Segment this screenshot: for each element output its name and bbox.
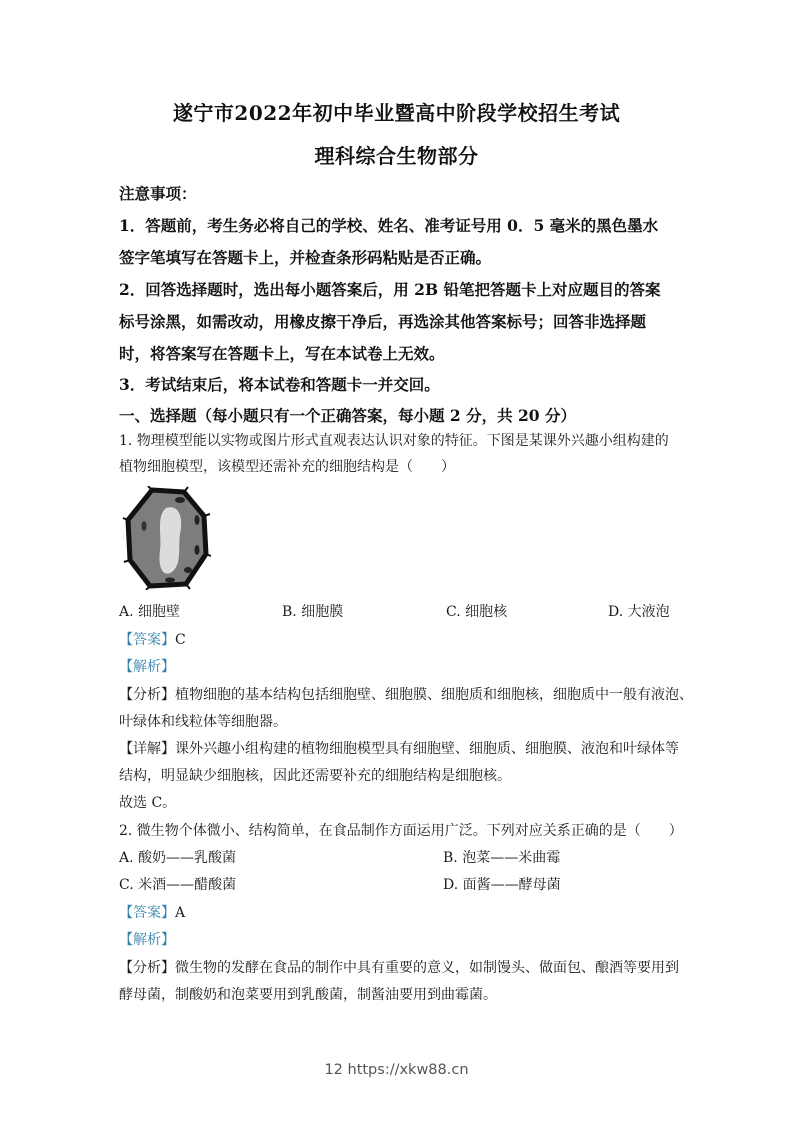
notice-line: 3．考试结束后，将本试卷和答题卡一并交回。 [119,375,440,394]
question-2-analysis-tag: 【解析】 [119,932,175,948]
analysis-label: 【分析】 [119,960,175,976]
notice-heading: 注意事项： [119,184,197,203]
question-1-conclusion: 故选 C。 [119,795,177,811]
question-2-analysis-line: 酵母菌，制酸奶和泡菜要用到乳酸菌，制酱油要用到曲霉菌。 [119,987,497,1003]
answer-value: C [175,632,186,648]
question-2-option-b: B. 泡菜——米曲霉 [443,850,561,866]
question-1-stem: 1. 物理模型能以实物或图片形式直观表达认识对象的特征。下图是某课外兴趣小组构建的 [119,433,669,449]
document-title: 遂宁市2022年初中毕业暨高中阶段学校招生考试 [172,101,621,125]
detail-label: 【详解】 [119,741,175,757]
notice-line: 1．答题前，考生务必将自己的学校、姓名、准考证号用 0．5 毫米的黑色墨水 [119,216,659,235]
question-1-analysis-line: 叶绿体和线粒体等细胞器。 [119,714,287,730]
question-1-analysis-line [119,738,679,758]
question-1-analysis-line: 结构，明显缺少细胞核，因此还需要补充的细胞结构是细胞核。 [119,768,511,784]
question-2-option-a: A. 酸奶——乳酸菌 [119,850,237,866]
answer-tag: 【答案】 [119,905,175,921]
question-2-option-d: D. 面酱——酵母菌 [443,877,561,893]
analysis-text: 植物细胞的基本结构包括细胞壁、细胞膜、细胞质和细胞核，细胞质中一般有液泡、 [175,687,693,703]
question-2-answer [119,902,185,922]
page-number: 12 [324,1062,343,1078]
analysis-text: 微生物的发酵在食品的制作中具有重要的意义，如制馒头、做面包、酿酒等要用到 [175,960,679,976]
notice-line: 时，将答案写在答题卡上，写在本试卷上无效。 [119,344,445,363]
footer-link[interactable]: https://xkw88.cn [347,1062,469,1078]
analysis-label: 【分析】 [119,687,175,703]
answer-value: A [175,905,186,921]
question-1-stem: 植物细胞模型，该模型还需补充的细胞结构是（ ） [119,459,455,475]
notice-line: 签字笔填写在答题卡上，并检查条形码粘贴是否正确。 [119,248,492,267]
question-1-analysis-line [119,684,693,704]
document-subtitle: 理科综合生物部分 [314,144,479,168]
question-1-answer [119,629,186,649]
notice-line: 2．回答选择题时，选出每小题答案后，用 2B 铅笔把答题卡上对应题目的答案 [119,280,661,299]
analysis-text: 课外兴趣小组构建的植物细胞模型具有细胞壁、细胞质、细胞膜、液泡和叶绿体等 [175,741,679,757]
question-1-option-b: B. 细胞膜 [282,604,344,620]
question-2-analysis-line [119,957,679,977]
question-2-option-c: C. 米酒——醋酸菌 [119,877,237,893]
page-footer [0,1062,793,1078]
question-1-analysis-tag: 【解析】 [119,659,175,675]
plant-cell-figure [122,486,212,590]
answer-tag: 【答案】 [119,632,175,648]
question-1-option-a: A. 细胞壁 [119,604,181,620]
question-1-option-d: D. 大液泡 [608,604,670,620]
notice-line: 标号涂黑，如需改动，用橡皮擦干净后，再选涂其他答案标号；回答非选择题 [119,312,647,331]
question-2-stem: 2. 微生物个体微小、结构简单，在食品制作方面运用广泛。下列对应关系正确的是（ ） [119,823,683,839]
section-heading: 一、选择题（每小题只有一个正确答案，每小题 2 分，共 20 分） [119,406,576,425]
question-1-option-c: C. 细胞核 [446,604,508,620]
